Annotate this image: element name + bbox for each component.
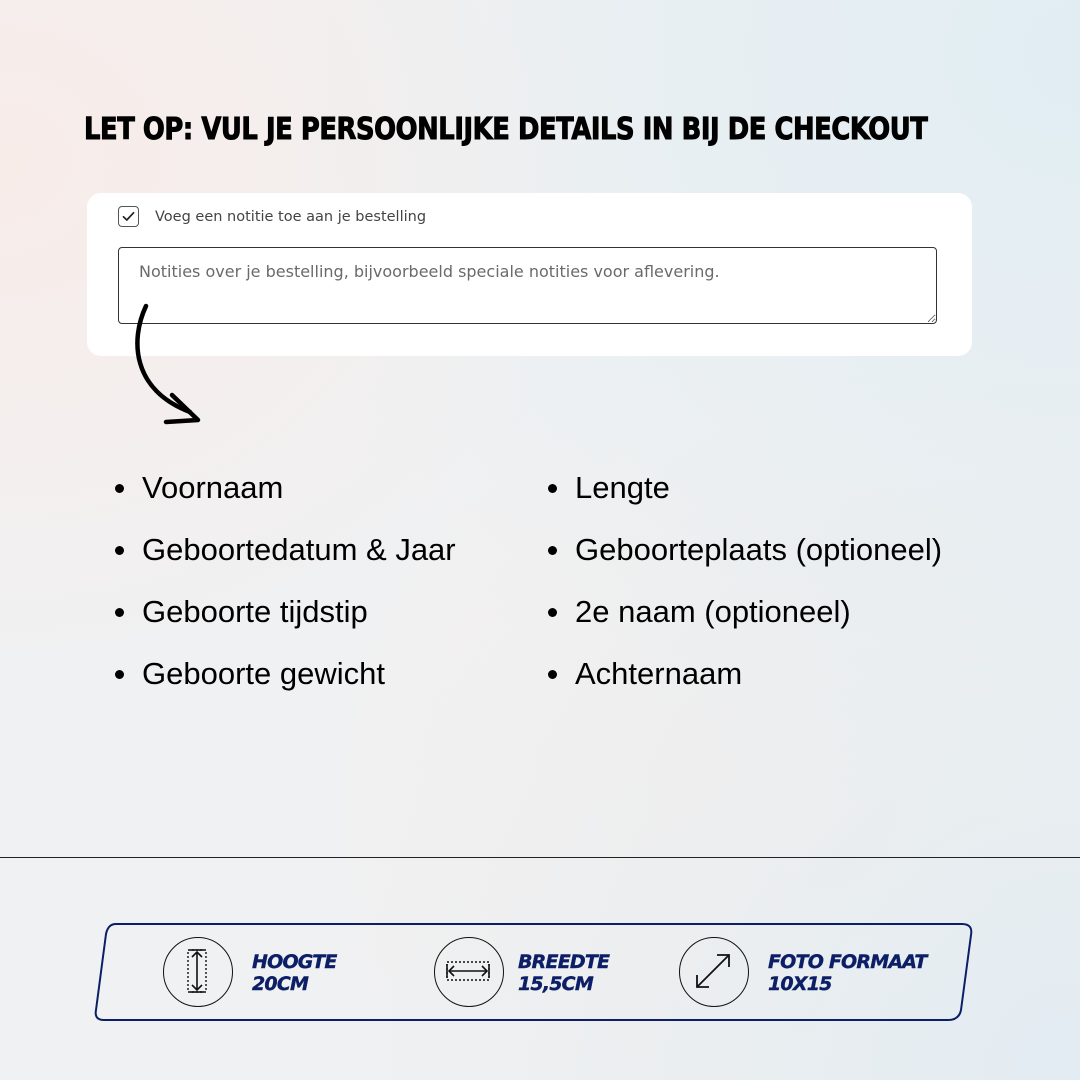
divider	[0, 857, 1080, 858]
details-list-left	[115, 468, 456, 716]
list-item: Geboorte gewicht	[115, 654, 456, 716]
page-heading: LET OP: VUL JE PERSOONLIJKE DETAILS IN BIJ DE CHECKOUT	[84, 112, 928, 147]
curved-arrow-icon	[128, 300, 208, 430]
order-note-card	[87, 193, 972, 356]
spec-value: 15,5CM	[518, 973, 593, 995]
spec-label: FOTO FORMAAT	[768, 951, 927, 973]
details-list-right	[548, 468, 942, 716]
list-item: 2e naam (optioneel)	[548, 592, 942, 654]
list-item: Geboorte tijdstip	[115, 592, 456, 654]
vertical-height-icon	[163, 937, 233, 1007]
checkbox[interactable]	[118, 206, 139, 227]
spec-value: 10X15	[768, 973, 832, 995]
spec-width	[518, 951, 609, 995]
spec-value: 20CM	[252, 973, 309, 995]
diagonal-resize-icon	[679, 937, 749, 1007]
list-item: Lengte	[548, 468, 942, 530]
order-note-toggle[interactable]	[118, 206, 426, 227]
spec-photo-size	[768, 951, 926, 995]
list-item: Voornaam	[115, 468, 456, 530]
spec-label: HOOGTE	[252, 951, 337, 973]
list-item: Achternaam	[548, 654, 942, 716]
checkmark-icon	[122, 211, 135, 222]
spec-height	[252, 951, 337, 995]
order-notes-field[interactable]	[118, 247, 937, 324]
horizontal-width-icon	[434, 937, 504, 1007]
checkbox-label: Voeg een notitie toe aan je bestelling	[155, 208, 427, 225]
list-item: Geboorteplaats (optioneel)	[548, 530, 942, 592]
list-item: Geboortedatum & Jaar	[115, 530, 456, 592]
spec-label: BREEDTE	[518, 951, 610, 973]
